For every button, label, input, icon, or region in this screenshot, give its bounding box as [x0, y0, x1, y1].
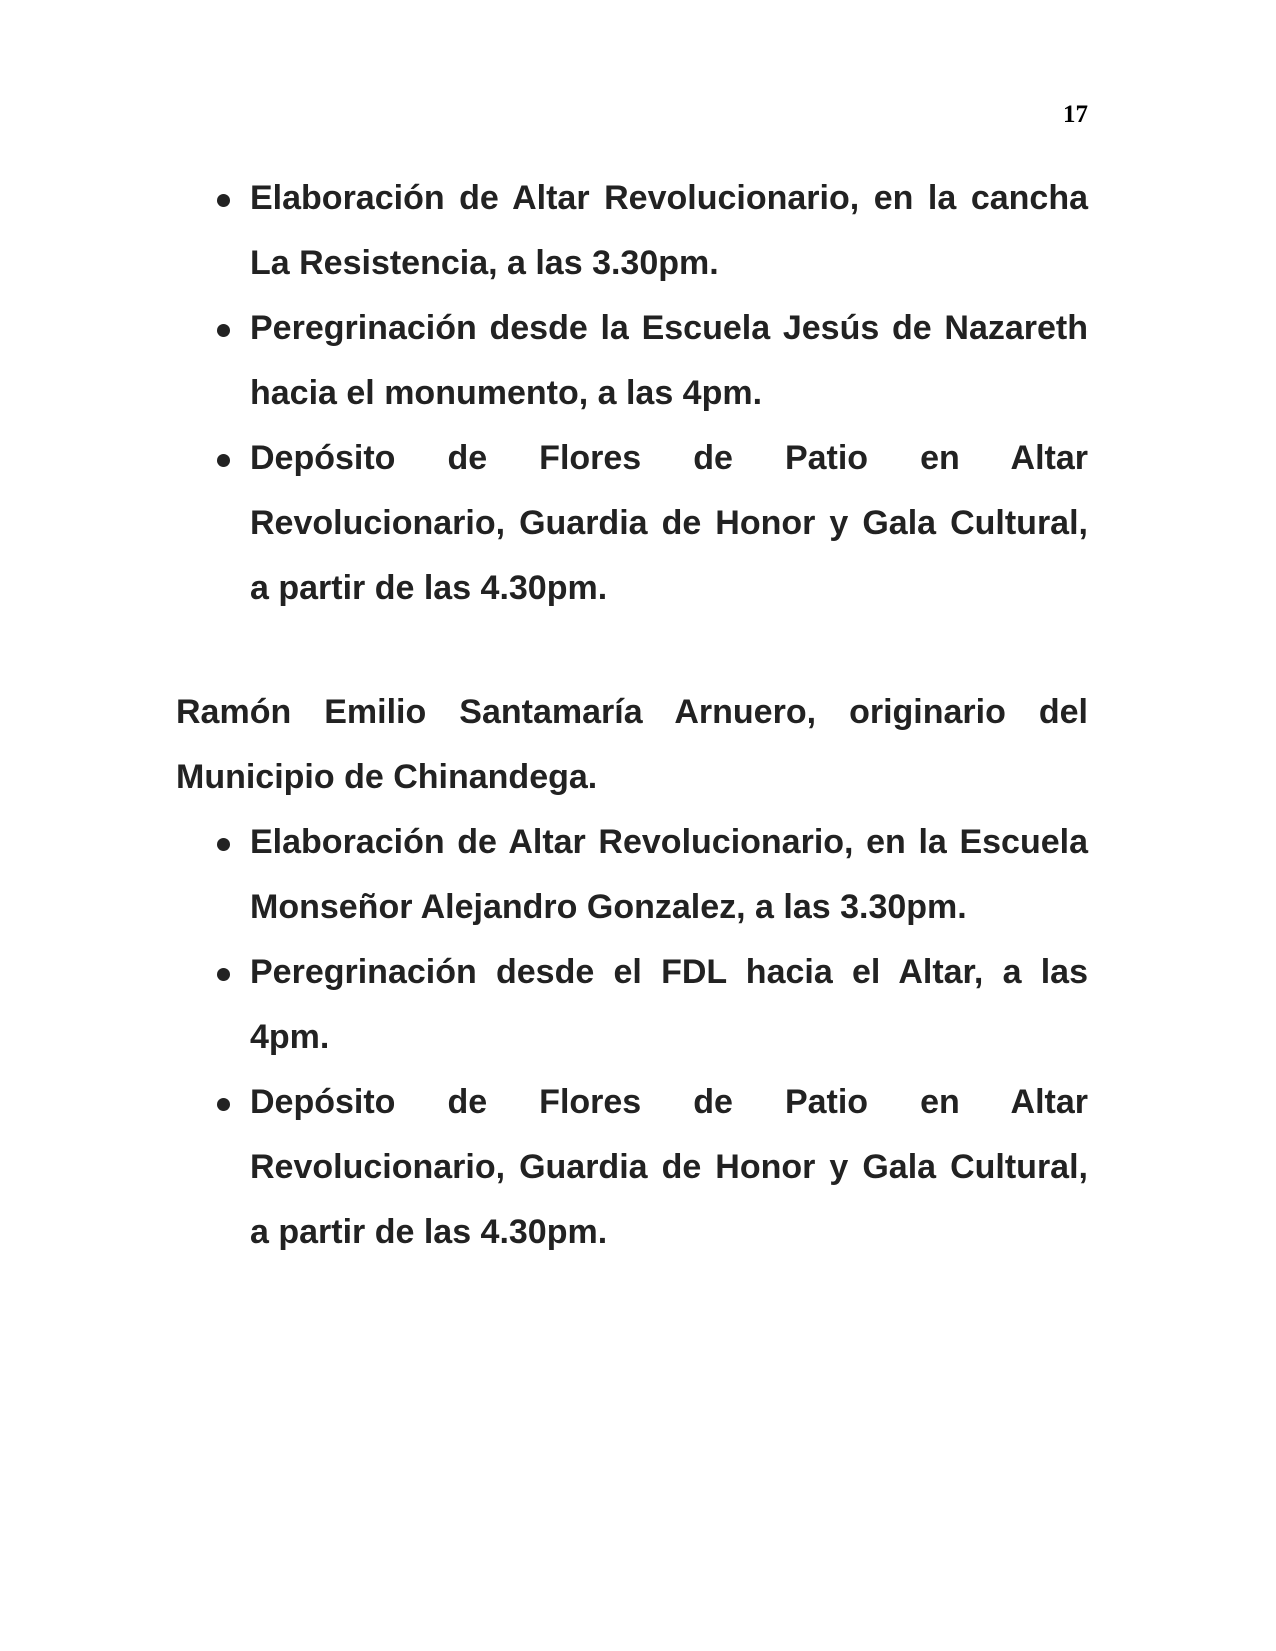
page-content	[176, 166, 1088, 1265]
activity-list-2	[176, 810, 1088, 1265]
list-item-text: Depósito de Flores de Patio en Altar Revolucionario, Guardia de Honor y Gala Cultural, a partir de las 4.30pm.	[250, 439, 1088, 607]
bullet-icon	[217, 968, 230, 981]
list-item-text: Peregrinación desde la Escuela Jesús de Nazareth hacia el monumento, a las 4pm.	[250, 309, 1088, 412]
list-item	[176, 940, 1088, 1070]
list-item-text: Elaboración de Altar Revolucionario, en la Escuela Monseñor Alejandro Gonzalez, a las 3.30pm.	[250, 823, 1088, 926]
section-heading: Ramón Emilio Santamaría Arnuero, originario del Municipio de Chinandega.	[176, 693, 1088, 796]
list-item-text: Elaboración de Altar Revolucionario, en la cancha La Resistencia, a las 3.30pm.	[250, 179, 1088, 282]
section-spacer	[176, 621, 1088, 680]
bullet-icon	[217, 324, 230, 337]
page-number: 17	[1063, 101, 1088, 128]
activity-list-1	[176, 166, 1088, 621]
list-item	[176, 810, 1088, 940]
list-item	[176, 296, 1088, 426]
list-item-text: Depósito de Flores de Patio en Altar Revolucionario, Guardia de Honor y Gala Cultural, a partir de las 4.30pm.	[250, 1083, 1088, 1251]
list-item-text: Peregrinación desde el FDL hacia el Altar, a las 4pm.	[250, 953, 1088, 1056]
list-item	[176, 166, 1088, 296]
list-item	[176, 1070, 1088, 1265]
bullet-icon	[217, 1098, 230, 1111]
bullet-icon	[217, 194, 230, 207]
bullet-icon	[217, 454, 230, 467]
list-item	[176, 426, 1088, 621]
bullet-icon	[217, 838, 230, 851]
